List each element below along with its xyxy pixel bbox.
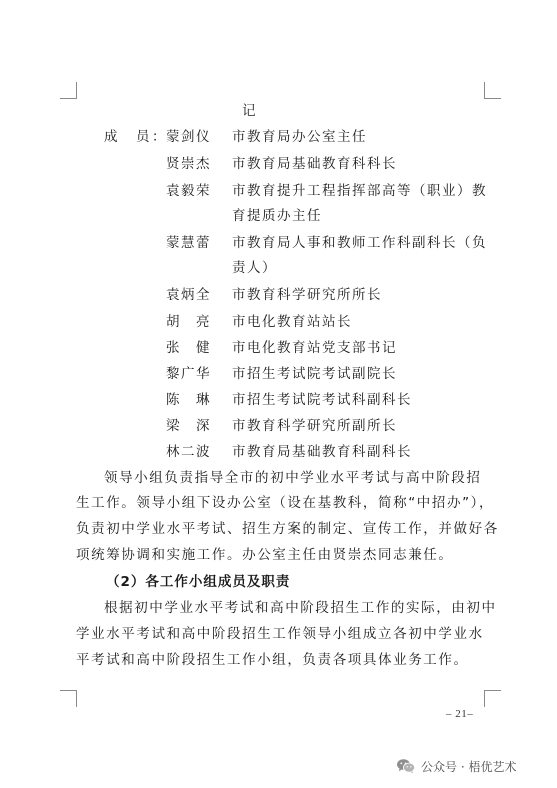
watermark [396, 756, 516, 776]
paragraph-line: 根据初中学业水平考试和高中阶段招生工作的实际，由初中 [104, 600, 497, 616]
paragraph-line: 负责初中学业水平考试、招生方案的制定、宣传工作，并做好各 [76, 521, 499, 537]
member-name: 梁 深 [166, 418, 211, 434]
member-duty: 市教育科学研究所所长 [232, 287, 382, 303]
member-duty-continued: 育提质办主任 [232, 208, 322, 224]
wechat-icon [396, 758, 416, 774]
paragraph-line: 项统筹协调和实施工作。办公室主任由贤崇杰同志兼任。 [76, 547, 454, 563]
member-name: 袁炳全 [166, 287, 211, 303]
members-label: 成 员： [104, 129, 168, 145]
section-heading: （2）各工作小组成员及职责 [106, 574, 291, 590]
member-name: 张 健 [166, 340, 211, 356]
member-duty: 市电化教育站站长 [232, 314, 352, 330]
member-name: 黎广华 [166, 366, 211, 382]
member-name: 陈 琳 [166, 392, 211, 408]
member-duty: 市教育局基础教育科科长 [232, 156, 397, 172]
member-name: 蒙慧蕾 [166, 235, 211, 251]
paragraph-line: 生工作。领导小组下设办公室（设在基教科，简称“中招办”）， [76, 495, 495, 511]
member-duty: 市教育局办公室主任 [232, 129, 367, 145]
watermark-text: 公众号 · 梧优艺术 [421, 759, 517, 774]
member-duty: 市招生考试院考试副院长 [232, 366, 397, 382]
crop-mark-top-right [484, 82, 501, 99]
member-duty-continued: 责人） [232, 260, 277, 276]
top-line-text: 记 [242, 103, 258, 119]
paragraph-line: 平考试和高中阶段招生工作小组，负责各项具体业务工作。 [76, 652, 469, 668]
page-number: – 21– [446, 708, 474, 720]
paragraph-line: 领导小组负责指导全市的初中学业水平考试与高中阶段招 [104, 470, 482, 486]
crop-mark-top-left [60, 82, 77, 99]
member-duty: 市电化教育站党支部书记 [232, 340, 397, 356]
member-duty: 市教育局人事和教师工作科副科长（负 [232, 235, 487, 251]
member-name: 胡 亮 [166, 314, 211, 330]
member-duty: 市教育局基础教育科副科长 [232, 444, 412, 460]
paragraph-line: 学业水平考试和高中阶段招生工作领导小组成立各初中学业水 [76, 626, 484, 642]
member-duty: 市教育提升工程指挥部高等（职业）教 [232, 183, 487, 199]
crop-mark-bottom-right [484, 690, 501, 707]
member-name: 林二波 [166, 444, 211, 460]
member-duty: 市教育科学研究所副所长 [232, 418, 397, 434]
member-name: 贤崇杰 [166, 156, 211, 172]
member-name: 袁毅荣 [166, 183, 211, 199]
crop-mark-bottom-left [60, 690, 77, 707]
member-duty: 市招生考试院考试科副科长 [232, 392, 412, 408]
member-name: 蒙剑仪 [166, 129, 211, 145]
